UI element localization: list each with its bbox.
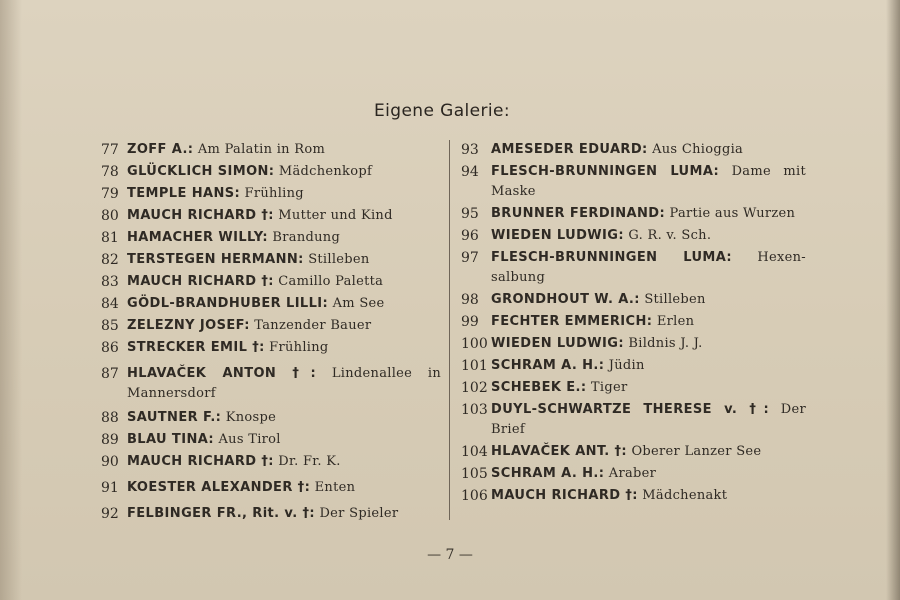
entry-number: 92: [101, 506, 119, 522]
artist-name: HAMACHER WILLY:: [127, 230, 268, 245]
work-title: Dr. Fr. K.: [278, 454, 341, 469]
artist-name: KOESTER ALEXANDER †:: [127, 480, 311, 495]
list-item: [461, 140, 806, 160]
work-title: Mädchenakt: [642, 488, 728, 503]
entry-number: 81: [101, 230, 119, 246]
entry-number: 89: [101, 432, 119, 448]
entry-number: 93: [461, 142, 479, 158]
work-title: Partie aus Wurzen: [669, 206, 796, 221]
list-item: [101, 184, 441, 204]
work-title: Enten: [314, 480, 356, 495]
work-title: Erlen: [656, 314, 695, 329]
work-title: Stilleben: [644, 292, 706, 307]
list-item: [101, 338, 441, 358]
artist-name: SCHEBEK E.:: [491, 380, 587, 395]
list-item: [461, 312, 806, 332]
work-title: Araber: [608, 466, 657, 481]
artist-name: FLESCH-BRUNNINGEN LUMA:: [491, 250, 733, 265]
artist-name: TERSTEGEN HERMANN:: [127, 252, 304, 267]
list-item: [101, 140, 441, 160]
artist-name: GÖDL-BRANDHUBER LILLI:: [127, 296, 329, 311]
artist-name: WIEDEN LUDWIG:: [491, 228, 624, 243]
entry-number: 104: [461, 444, 488, 460]
artist-name: MAUCH RICHARD †:: [127, 454, 274, 469]
list-item: [101, 364, 441, 404]
artist-name: FELBINGER FR., Rit. v. †:: [127, 506, 316, 521]
list-item: [101, 206, 441, 226]
page-title: Eigene Galerie:: [373, 101, 511, 121]
entry-number: 87: [101, 366, 119, 382]
right-column: [461, 138, 806, 506]
work-title: Aus Tirol: [218, 432, 281, 447]
work-title: Oberer Lanzer See: [631, 444, 762, 459]
work-title: Lindenallee in Mannersdorf: [127, 366, 441, 401]
artist-name: GRONDHOUT W. A.:: [491, 292, 640, 307]
entry-number: 96: [461, 228, 479, 244]
work-title: Brandung: [272, 230, 341, 245]
list-item: [461, 486, 806, 506]
entry-number: 83: [101, 274, 119, 290]
entry-number: 77: [101, 142, 119, 158]
entry-number: 78: [101, 164, 119, 180]
left-column: [101, 138, 441, 524]
entry-number: 80: [101, 208, 119, 224]
artist-name: STRECKER EMIL †:: [127, 340, 265, 355]
work-title: Aus Chioggia: [652, 142, 744, 157]
work-title: Tanzender Bauer: [254, 318, 372, 333]
list-item: [101, 452, 441, 472]
work-title: Am See: [332, 296, 385, 311]
artist-name: SCHRAM A. H.:: [491, 358, 605, 373]
artist-name: MAUCH RICHARD †:: [127, 208, 274, 223]
entry-number: 100: [461, 336, 488, 352]
work-title: Jüdin: [608, 358, 645, 373]
work-title: Am Palatin in Rom: [197, 142, 326, 157]
list-item: [101, 162, 441, 182]
entry-number: 99: [461, 314, 479, 330]
list-item: [461, 290, 806, 310]
artist-name: GLÜCKLICH SIMON:: [127, 164, 275, 179]
artist-name: AMESEDER EDUARD:: [491, 142, 648, 157]
column-divider: [449, 140, 450, 520]
artist-name: MAUCH RICHARD †:: [127, 274, 274, 289]
work-title: Mädchenkopf: [278, 164, 373, 179]
page-number: — 7 —: [427, 547, 473, 563]
artist-name: FECHTER EMMERICH:: [491, 314, 653, 329]
work-title: G. R. v. Sch.: [628, 228, 712, 243]
artist-name: HLAVAČEK ANTON †:: [127, 366, 317, 381]
artist-name: SCHRAM A. H.:: [491, 466, 605, 481]
entry-number: 106: [461, 488, 488, 504]
list-item: [461, 356, 806, 376]
artist-name: SAUTNER F.:: [127, 410, 222, 425]
entry-number: 84: [101, 296, 119, 312]
list-item: [461, 226, 806, 246]
list-item: [101, 430, 441, 450]
list-item: [101, 408, 441, 428]
list-item: [101, 504, 441, 524]
entry-number: 90: [101, 454, 119, 470]
entry-number: 95: [461, 206, 479, 222]
entry-number: 97: [461, 250, 479, 266]
page-edge-shadow: [886, 0, 900, 600]
list-item: [461, 162, 806, 202]
entry-number: 103: [461, 402, 488, 418]
work-title: Dame mit Maske: [491, 164, 807, 199]
entry-number: 82: [101, 252, 119, 268]
artist-name: TEMPLE HANS:: [127, 186, 241, 201]
list-item: [461, 204, 806, 224]
artist-name: MAUCH RICHARD †:: [491, 488, 638, 503]
entry-number: 98: [461, 292, 479, 308]
list-item: [461, 378, 806, 398]
work-title: Frühling: [269, 340, 329, 355]
list-item: [101, 294, 441, 314]
artist-name: HLAVAČEK ANT. †:: [491, 444, 627, 459]
list-item: [461, 400, 806, 440]
spine-shadow: [0, 0, 22, 600]
list-item: [101, 250, 441, 270]
work-title: Der Spieler: [319, 506, 399, 521]
list-item: [101, 228, 441, 248]
artist-name: WIEDEN LUDWIG:: [491, 336, 624, 351]
entry-number: 86: [101, 340, 119, 356]
work-title: Tiger: [590, 380, 628, 395]
work-title: Camillo Paletta: [278, 274, 384, 289]
entry-number: 85: [101, 318, 119, 334]
list-item: [101, 478, 441, 498]
list-item: [461, 464, 806, 484]
work-title: Der Brief: [491, 402, 806, 437]
artist-name: FLESCH-BRUNNINGEN LUMA:: [491, 164, 720, 179]
entry-number: 101: [461, 358, 488, 374]
work-title: Mutter und Kind: [278, 208, 393, 223]
work-title: Bildnis J. J.: [628, 336, 703, 351]
artist-name: ZELEZNY JOSEF:: [127, 318, 250, 333]
artist-name: BRUNNER FERDINAND:: [491, 206, 666, 221]
list-item: [101, 316, 441, 336]
artist-name: ZOFF A.:: [127, 142, 194, 157]
entry-number: 94: [461, 164, 479, 180]
list-item: [101, 272, 441, 292]
work-title: Frühling: [244, 186, 304, 201]
entry-number: 91: [101, 480, 119, 496]
work-title: Hexen-salbung: [491, 250, 806, 285]
work-title: Stilleben: [308, 252, 370, 267]
artist-name: BLAU TINA:: [127, 432, 215, 447]
list-item: [461, 442, 806, 462]
list-item: [461, 334, 806, 354]
work-title: Knospe: [225, 410, 277, 425]
entry-number: 102: [461, 380, 488, 396]
entry-number: 88: [101, 410, 119, 426]
list-item: [461, 248, 806, 288]
artist-name: DUYL-SCHWARTZE THERESE v. †:: [491, 402, 770, 417]
entry-number: 105: [461, 466, 488, 482]
entry-number: 79: [101, 186, 119, 202]
